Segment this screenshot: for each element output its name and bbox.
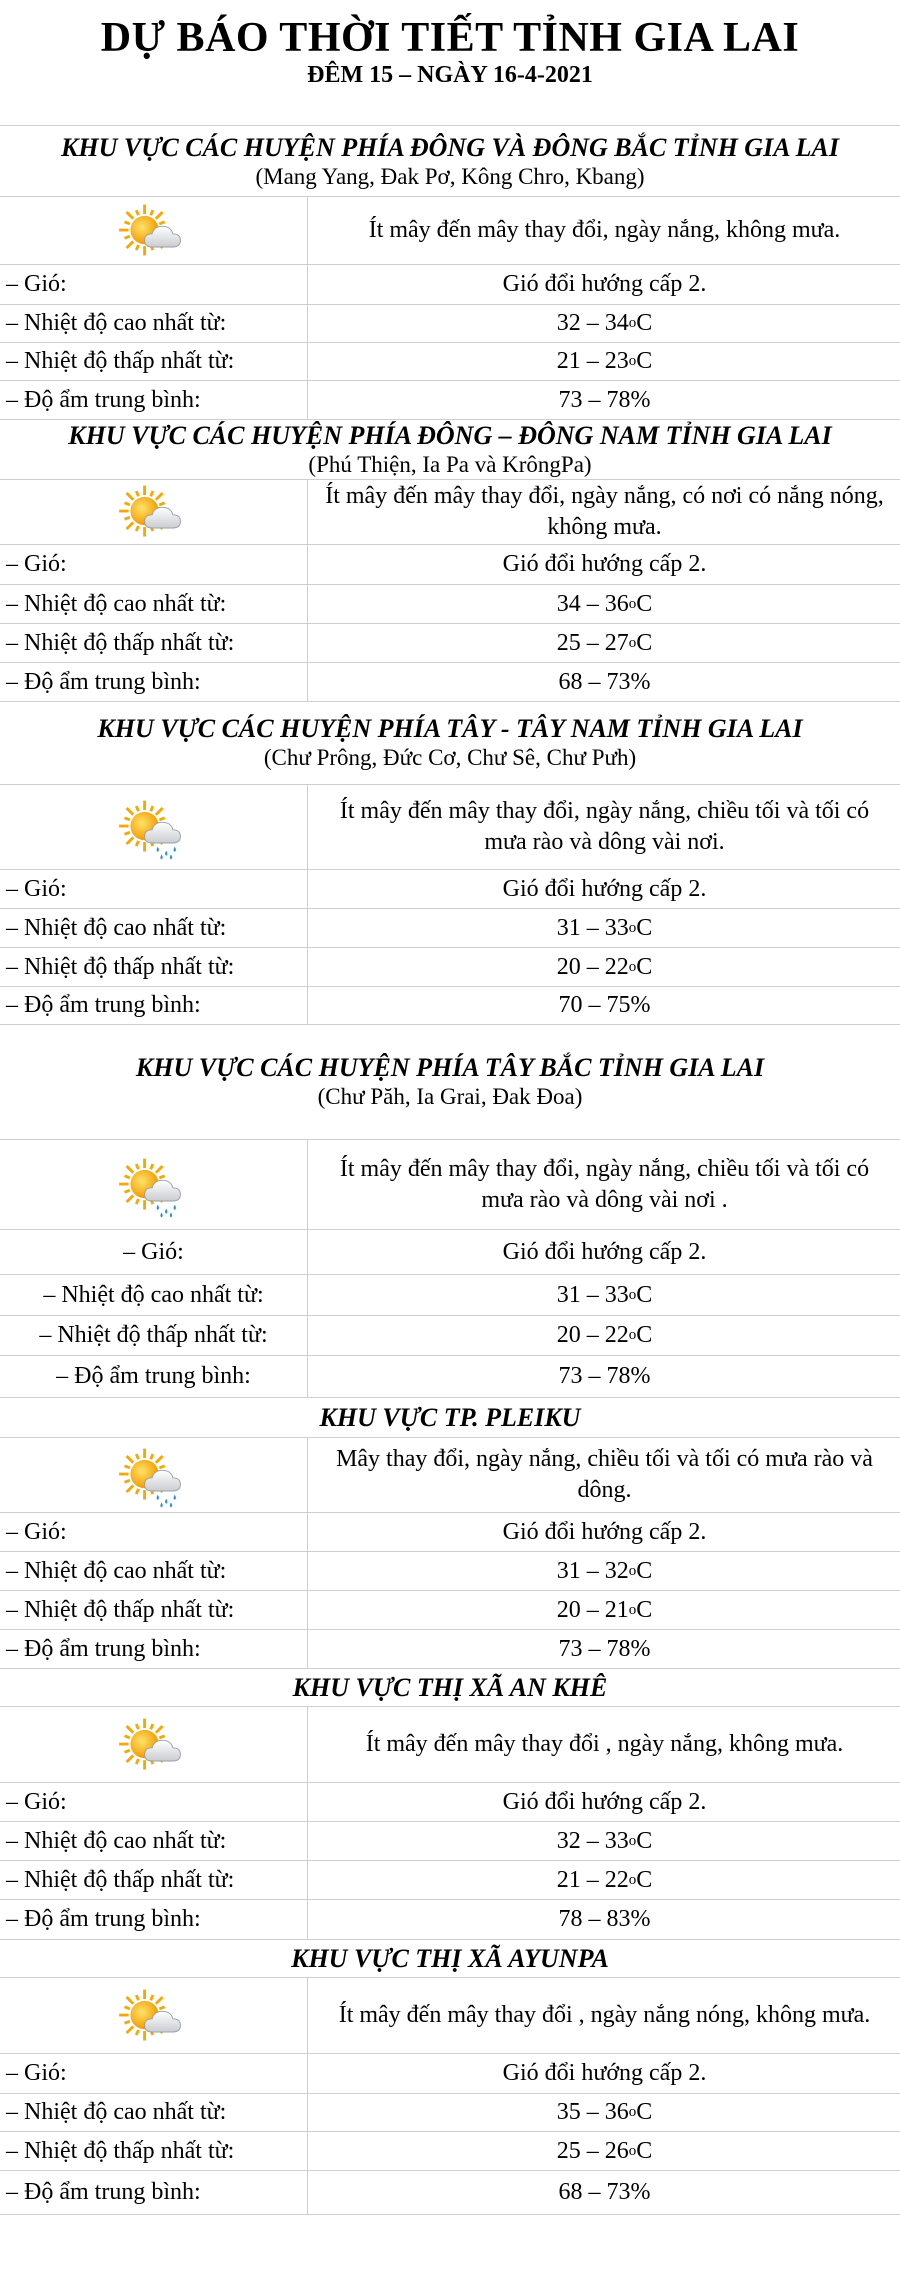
wind-value: Gió đổi hướng cấp 2.: [502, 875, 707, 902]
weather-description: Ít mây đến mây thay đổi, ngày nắng, chiều tối và tối có mưa rào và dông vài nơi .: [339, 1155, 870, 1213]
humidity-row: [0, 1630, 900, 1669]
humidity-label: – Độ ẩm trung bình:: [0, 1900, 308, 1939]
sun-cloud-icon: [0, 1978, 308, 2053]
temp-low-value: [309, 343, 900, 380]
humidity-row: [0, 1356, 900, 1398]
temp-high-value: [309, 585, 900, 623]
weather-row: [0, 1707, 900, 1783]
celsius-unit: C: [636, 2137, 653, 2164]
region-header: [0, 1025, 900, 1140]
sun-rain-icon: [0, 1438, 308, 1512]
wind-value: Gió đổi hướng cấp 2.: [502, 1788, 707, 1815]
sun-cloud-icon: [0, 197, 308, 264]
temp-low-label: – Nhiệt độ thấp nhất từ:: [0, 1861, 308, 1899]
weather-description: Ít mây đến mây thay đổi , ngày nắng, không mưa.: [365, 1731, 844, 1757]
wind-value: Gió đổi hướng cấp 2.: [502, 2060, 707, 2086]
region-title: KHU VỰC CÁC HUYỆN PHÍA TÂY - TÂY NAM TỈNH GIA LAI: [97, 714, 803, 743]
humidity-value: 70 – 75%: [558, 992, 651, 1018]
degree-sign: o: [628, 2142, 637, 2159]
top-divider: [0, 125, 900, 126]
wind-row: [0, 545, 900, 585]
region-districts: (Chư Prông, Đức Cơ, Chư Sê, Chư Pưh): [263, 745, 637, 770]
temp-high-label: – Nhiệt độ cao nhất từ:: [0, 2094, 308, 2131]
temperature-range: 20 – 21: [556, 1596, 629, 1623]
celsius-unit: C: [636, 590, 653, 617]
degree-sign: o: [628, 1832, 637, 1849]
temp-low-row: [0, 624, 900, 663]
wind-row: [0, 2054, 900, 2094]
temperature-range: 34 – 36: [556, 590, 629, 617]
temp-high-label: – Nhiệt độ cao nhất từ:: [0, 909, 308, 947]
region-header: [0, 1940, 900, 1978]
humidity-row: [0, 663, 900, 702]
temperature-range: 20 – 22: [556, 1322, 629, 1348]
degree-sign: o: [628, 958, 637, 975]
weather-row: [0, 1438, 900, 1513]
page-title: DỰ BÁO THỜI TIẾT TỈNH GIA LAI: [100, 15, 800, 61]
celsius-unit: C: [636, 348, 653, 374]
humidity-value: 73 – 78%: [558, 386, 651, 413]
region-districts: (Phú Thiện, Ia Pa và KrôngPa): [308, 451, 592, 477]
temp-high-label: – Nhiệt độ cao nhất từ:: [0, 1552, 308, 1590]
humidity-row: [0, 2171, 900, 2215]
sun-cloud-icon: [0, 1707, 308, 1782]
humidity-label: – Độ ẩm trung bình:: [0, 1630, 308, 1668]
temperature-range: 32 – 34: [556, 310, 629, 336]
temp-low-value: [309, 1861, 900, 1899]
temperature-range: 31 – 33: [556, 914, 629, 941]
degree-sign: o: [628, 1562, 637, 1579]
region-title: KHU VỰC TP. PLEIKU: [319, 1402, 581, 1432]
wind-label: – Gió:: [0, 1230, 308, 1274]
temp-high-label: – Nhiệt độ cao nhất từ:: [0, 305, 308, 342]
temp-high-value: [309, 1822, 900, 1860]
temp-low-label: – Nhiệt độ thấp nhất từ:: [0, 2132, 308, 2170]
degree-sign: o: [628, 1327, 637, 1343]
temperature-range: 32 – 33: [556, 1827, 629, 1854]
temperature-range: 35 – 36: [556, 2099, 629, 2125]
temp-high-row: [0, 1552, 900, 1591]
celsius-unit: C: [636, 310, 653, 336]
temp-low-label: – Nhiệt độ thấp nhất từ:: [0, 1316, 308, 1355]
region-districts: (Chư Păh, Ia Grai, Đak Đoa): [317, 1084, 583, 1109]
celsius-unit: C: [636, 1596, 653, 1623]
region-title: KHU VỰC CÁC HUYỆN PHÍA ĐÔNG VÀ ĐÔNG BẮC TỈNH GIA LAI: [61, 132, 839, 162]
degree-sign: o: [628, 1871, 637, 1888]
weather-row: [0, 197, 900, 265]
humidity-label: – Độ ẩm trung bình:: [0, 663, 308, 701]
celsius-unit: C: [636, 1322, 653, 1348]
celsius-unit: C: [636, 1866, 653, 1893]
degree-sign: o: [628, 595, 637, 612]
humidity-value: 68 – 73%: [558, 668, 651, 695]
temp-low-label: – Nhiệt độ thấp nhất từ:: [0, 624, 308, 662]
sun-rain-icon: [0, 785, 308, 869]
weather-row: [0, 785, 900, 870]
humidity-label: – Độ ẩm trung bình:: [0, 1356, 308, 1397]
sun-cloud-icon: [0, 480, 308, 544]
wind-value: Gió đổi hướng cấp 2.: [502, 551, 707, 577]
humidity-value: 73 – 78%: [558, 1635, 651, 1662]
weather-description: Ít mây đến mây thay đổi, ngày nắng, chiều tối và tối có mưa rào và dông vài nơi.: [339, 798, 870, 855]
degree-sign: o: [628, 315, 637, 331]
temp-low-row: [0, 1591, 900, 1630]
page-subtitle: ĐÊM 15 – NGÀY 16-4-2021: [307, 62, 593, 88]
weather-description: Ít mây đến mây thay đổi , ngày nắng nóng, không mưa.: [338, 2002, 871, 2028]
temp-low-value: [309, 1591, 900, 1629]
region-title: KHU VỰC THỊ XÃ AYUNPA: [291, 1943, 609, 1973]
temperature-range: 25 – 26: [556, 2137, 629, 2164]
temp-high-row: [0, 305, 900, 343]
wind-value: Gió đổi hướng cấp 2.: [502, 1238, 707, 1265]
temperature-range: 31 – 33: [556, 1281, 629, 1308]
temp-low-value: [309, 624, 900, 662]
degree-sign: o: [628, 353, 637, 369]
wind-label: – Gió:: [0, 1783, 308, 1821]
celsius-unit: C: [636, 953, 653, 980]
temp-high-value: [309, 1552, 900, 1590]
temperature-range: 25 – 27: [556, 629, 629, 656]
temp-high-row: [0, 1275, 900, 1316]
wind-row: [0, 870, 900, 909]
humidity-value: 68 – 73%: [558, 2179, 651, 2205]
humidity-value: 78 – 83%: [558, 1906, 651, 1932]
degree-sign: o: [628, 919, 637, 936]
temperature-range: 20 – 22: [556, 953, 629, 980]
weather-row: [0, 1140, 900, 1230]
temp-high-label: – Nhiệt độ cao nhất từ:: [0, 1275, 308, 1315]
wind-value: Gió đổi hướng cấp 2.: [502, 271, 707, 297]
wind-label: – Gió:: [0, 870, 308, 908]
sun-rain-icon: [0, 1140, 308, 1229]
weather-description: Ít mây đến mây thay đổi, ngày nắng, không mưa.: [368, 217, 841, 243]
humidity-label: – Độ ẩm trung bình:: [0, 2171, 308, 2214]
temp-low-row: [0, 343, 900, 381]
degree-sign: o: [628, 1286, 637, 1303]
degree-sign: o: [628, 2104, 637, 2120]
temp-high-label: – Nhiệt độ cao nhất từ:: [0, 585, 308, 623]
temp-high-row: [0, 909, 900, 948]
wind-label: – Gió:: [0, 1513, 308, 1551]
temp-low-label: – Nhiệt độ thấp nhất từ:: [0, 1591, 308, 1629]
weather-row: [0, 480, 900, 545]
temp-low-label: – Nhiệt độ thấp nhất từ:: [0, 343, 308, 380]
temp-high-label: – Nhiệt độ cao nhất từ:: [0, 1822, 308, 1860]
celsius-unit: C: [636, 1827, 653, 1854]
region-districts: (Mang Yang, Đak Pơ, Kông Chro, Kbang): [255, 163, 645, 189]
temp-low-value: [309, 948, 900, 986]
region-header: [0, 127, 900, 197]
celsius-unit: C: [636, 2099, 653, 2125]
temp-low-row: [0, 1316, 900, 1356]
region-header: [0, 1669, 900, 1707]
temperature-range: 31 – 32: [556, 1557, 629, 1584]
region-header: [0, 1398, 900, 1438]
temp-high-value: [309, 909, 900, 947]
temp-high-value: [309, 1275, 900, 1315]
wind-label: – Gió:: [0, 2054, 308, 2093]
weather-description: Mây thay đổi, ngày nắng, chiều tối và tối có mưa rào và dông.: [336, 1446, 873, 1503]
celsius-unit: C: [636, 914, 653, 941]
region-title: KHU VỰC CÁC HUYỆN PHÍA ĐÔNG – ĐÔNG NAM TỈNH GIA LAI: [68, 420, 832, 450]
temp-low-label: – Nhiệt độ thấp nhất từ:: [0, 948, 308, 986]
humidity-value: 73 – 78%: [558, 1363, 651, 1389]
humidity-label: – Độ ẩm trung bình:: [0, 381, 308, 419]
degree-sign: o: [628, 634, 637, 651]
humidity-row: [0, 381, 900, 420]
celsius-unit: C: [636, 1281, 653, 1308]
temp-low-row: [0, 1861, 900, 1900]
temperature-range: 21 – 22: [556, 1866, 629, 1893]
wind-row: [0, 265, 900, 305]
temp-low-row: [0, 948, 900, 987]
region-title: KHU VỰC THỊ XÃ AN KHÊ: [292, 1672, 608, 1702]
wind-label: – Gió:: [0, 265, 308, 304]
temp-low-row: [0, 2132, 900, 2171]
temp-high-row: [0, 585, 900, 624]
weather-description: Ít mây đến mây thay đổi, ngày nắng, có nơi có nắng nóng, không mưa.: [325, 483, 884, 540]
temp-high-row: [0, 2094, 900, 2132]
wind-row: [0, 1513, 900, 1552]
celsius-unit: C: [636, 629, 653, 656]
humidity-label: – Độ ẩm trung bình:: [0, 987, 308, 1024]
temperature-range: 21 – 23: [556, 348, 629, 374]
humidity-row: [0, 1900, 900, 1940]
degree-sign: o: [628, 1601, 637, 1618]
wind-row: [0, 1230, 900, 1275]
wind-row: [0, 1783, 900, 1822]
weather-row: [0, 1978, 900, 2054]
region-header: [0, 702, 900, 785]
celsius-unit: C: [636, 1557, 653, 1584]
region-title: KHU VỰC CÁC HUYỆN PHÍA TÂY BẮC TỈNH GIA LAI: [135, 1053, 765, 1082]
temp-high-value: [309, 305, 900, 342]
temp-low-value: [309, 1316, 900, 1355]
wind-label: – Gió:: [0, 545, 308, 584]
temp-high-value: [309, 2094, 900, 2131]
temp-high-row: [0, 1822, 900, 1861]
temp-low-value: [309, 2132, 900, 2170]
humidity-row: [0, 987, 900, 1025]
wind-value: Gió đổi hướng cấp 2.: [502, 1518, 707, 1545]
region-header: [0, 420, 900, 480]
